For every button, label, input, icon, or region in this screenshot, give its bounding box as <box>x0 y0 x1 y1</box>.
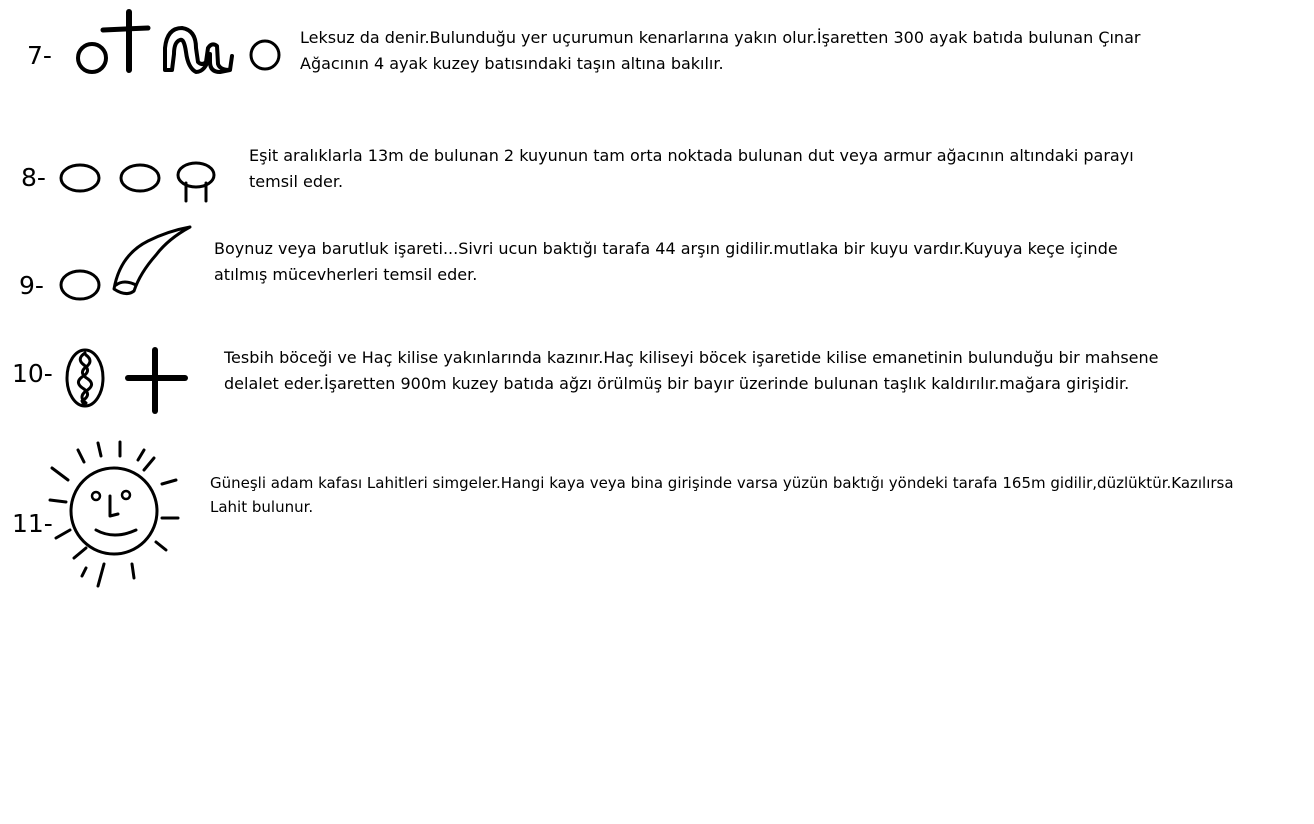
entry-10-symbols <box>58 345 198 415</box>
entry-11-line-1: Güneşli adam kafası Lahitleri simgeler.Hangi kaya veya bina girişinde varsa yüzün baktığı yöndeki tarafa 165m gidilir,düzlüktür.Kazılırsa <box>210 474 1234 492</box>
entry-7-number: 7- <box>27 41 52 70</box>
entry-9-description <box>214 236 1294 288</box>
oval-with-legs-icon <box>178 163 214 201</box>
entry-9-line-2: atılmış mücevherleri temsil eder. <box>214 265 478 284</box>
circle-icon <box>78 44 106 72</box>
entry-11-description <box>210 471 1300 519</box>
entry-8-number: 8- <box>21 163 46 192</box>
oval-icon <box>61 165 99 191</box>
oval-icon <box>121 165 159 191</box>
entry-9-symbols <box>56 225 196 305</box>
circle-icon <box>251 41 279 69</box>
entry-8-line-2: temsil eder. <box>249 172 344 191</box>
wavy-line-icon <box>165 28 232 72</box>
cross-icon <box>128 350 185 411</box>
entry-9-number: 9- <box>19 271 44 300</box>
beetle-icon <box>67 350 103 406</box>
entry-11-line-2: Lahit bulunur. <box>210 498 314 516</box>
entry-10-line-2: delalet eder.İşaretten 900m kuzey batıda ağzı örülmüş bir bayır üzerinde bulunan taşlık kaldırılır.mağara girişidir. <box>224 374 1130 393</box>
entry-7-line-2: Ağacının 4 ayak kuzey batısındaki taşın altına bakılır. <box>300 54 724 73</box>
entry-10-line-1: Tesbih böceği ve Haç kilise yakınlarında kazınır.Haç kiliseyi böcek işaretide kilise emanetinin bulunduğu bir mahsene <box>224 348 1159 367</box>
sun-face-icon <box>46 438 186 588</box>
horn-icon <box>114 227 190 294</box>
circle-icon <box>61 271 99 299</box>
entry-7-line-1: Leksuz da denir.Bulunduğu yer uçurumun kenarlarına yakın olur.İşaretten 300 ayak batıda bulunan Çınar <box>300 28 1141 47</box>
entry-11-number: 11- <box>12 509 53 538</box>
entry-8-line-1: Eşit aralıklarla 13m de bulunan 2 kuyunun tam orta noktada bulunan dut veya armur ağacının altındaki parayı <box>249 146 1134 165</box>
entry-8-description <box>249 143 1289 195</box>
entry-10-description <box>224 345 1304 397</box>
cross-icon <box>103 12 148 70</box>
entry-8-symbols <box>56 155 226 205</box>
entry-7-symbols <box>70 8 330 78</box>
entry-9-line-1: Boynuz veya barutluk işareti...Sivri ucun baktığı tarafa 44 arşın gidilir.mutlaka bir kuyu vardır.Kuyuya keçe içinde <box>214 239 1118 258</box>
entry-7-description <box>300 25 1300 77</box>
entry-10-number: 10- <box>12 359 53 388</box>
